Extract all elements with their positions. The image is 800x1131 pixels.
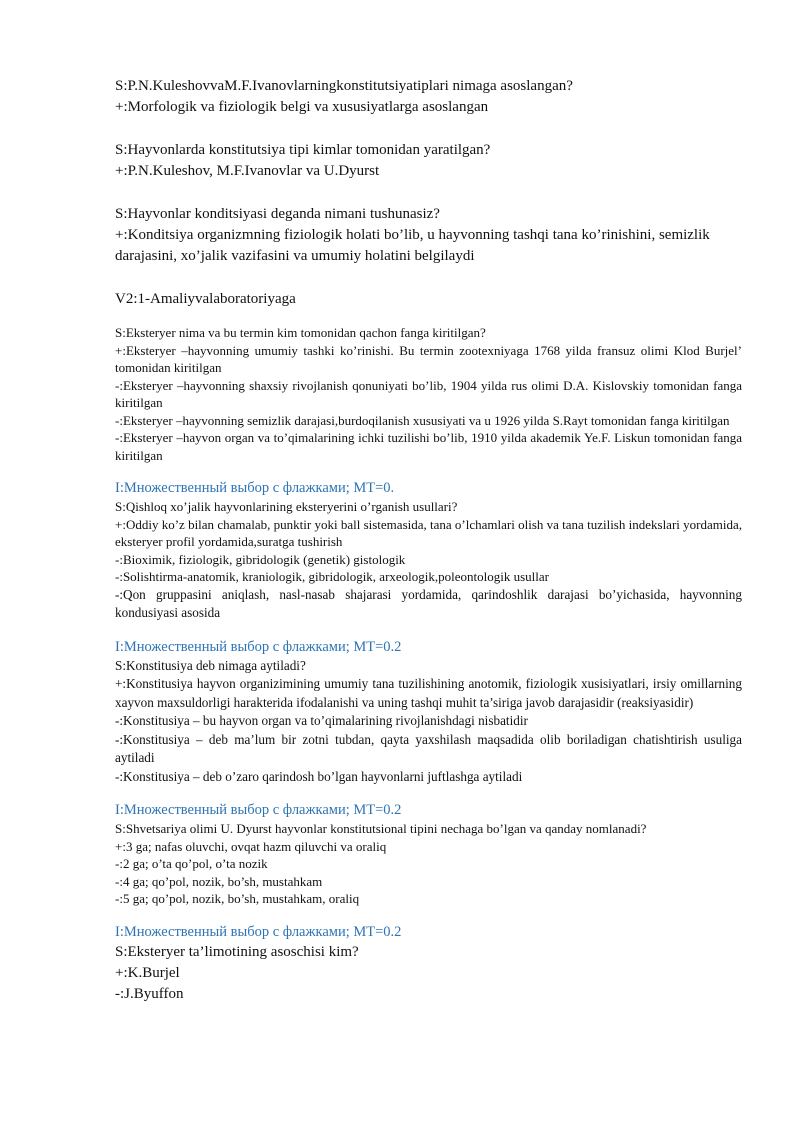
question-text: S:Eksteryer nima va bu termin kim tomonidan qachon fanga kiritilgan? [115,325,486,340]
answer-option: -:Konstitusiya – deb ma’lum bir zotni tubdan, qayta yaxshilash maqsadida olib boriladigan chatishtirish usuliga aytiladi [115,731,742,765]
question-type-header: I:Множественный выбор с флажками; MT=0.2 [115,638,402,655]
answer-option: -:Eksteryer –hayvonning semizlik darajasi,burdoqilanish xususiyati va u 1926 yilda S.Rayt tomonidan fanga kiritilgan [115,412,730,428]
answer-correct: +:Konditsiya organizmning fiziologik holati bo’lib, u hayvonning tashqi tana ko’rinishini, semizlik darajasini, xo’jalik vazifasini va umumiy holatini belgilaydi [115,227,710,264]
question-text: S:Qishloq xo’jalik hayvonlarining eksteryerini o’rganish usullari? [115,499,458,514]
question-text: S:P.N.KuleshovvaM.F.Ivanovlarningkonstitutsiyatiplari nimaga asoslangan? [115,78,573,94]
question-text: S:Eksteryer ta’limotining asoschisi kim? [115,943,359,960]
answer-option: -:4 ga; qo’pol, nozik, bo’sh, mustahkam [115,873,323,889]
question-type-header: I:Множественный выбор с флажками; MT=0.2 [115,923,402,940]
question-type-header: I:Множественный выбор с флажками; MT=0.2 [115,802,402,818]
question-type-header: I:Множественный выбор с флажками; MT=0. [115,480,395,496]
answer-option: -:Qon gruppasini aniqlash, nasl-nasab shajarasi yordamida, qarindoshlik darajasi bo’yichasida, hayvonning kondusiyasi asosida [115,586,742,620]
question-text: S:Hayvonlarda konstitutsiya tipi kimlar tomonidan yaratilgan? [115,142,491,158]
answer-option: -:5 ga; qo’pol, nozik, bo’sh, mustahkam, oraliq [115,891,360,906]
question-text: S:Shvetsariya olimi U. Dyurst hayvonlar konstitutsional tipini nechaga bo’lgan va qanday nomlanadi? [115,821,647,836]
answer-option: +:3 ga; nafas oluvchi, ovqat hazm qiluvchi va oraliq [115,838,387,854]
answer-option: -:J.Byuffon [115,985,184,1002]
answer-option: -:Konstitusiya – bu hayvon organ va to’qimalarining rivojlanishdagi nisbatidir [115,713,528,728]
section-title: V2:1-Amaliyvalaboratoriyaga [115,291,296,307]
answer-option: -:Bioximik, fiziologik, gibridologik (genetik) gistologik [115,551,406,567]
answer-correct: +:P.N.Kuleshov, M.F.Ivanovlar va U.Dyurst [115,163,380,179]
answer-option: -:2 ga; o’ta qo’pol, o’ta nozik [115,856,268,871]
answer-option: +:Konstitusiya hayvon organizimining umumiy tana tuzilishining anotomik, fiziologik xusisiyatlari, irsiy omillarning xayvon maxsuldorligi harakterida ifodalanishi va uning tashqi muhit ta’siriga javob darajasidir (reaksiyasidir) [115,676,742,710]
answer-option: -:Konstitusiya – deb o’zaro qarindosh bo’lgan hayvonlarni juftlashga aytiladi [115,768,523,784]
answer-correct: +:Morfologik va fiziologik belgi va xususiyatlarga asoslangan [115,99,489,115]
answer-option: +:K.Burjel [115,964,180,981]
answer-option: -:Solishtirma-anatomik, kraniologik, gibridologik, arxeologik,poleontologik usullar [115,569,549,584]
document-page [115,76,742,1005]
answer-option: +:Eksteryer –hayvonning umumiy tashki ko’rinishi. Bu termin zootexniyaga 1768 yilda fransuz olimi Klod Burjel’ tomonidan kiritilgan [115,342,742,375]
question-text: S:Hayvonlar konditsiyasi deganda nimani tushunasiz? [115,206,440,222]
answer-option: -:Eksteryer –hayvon organ va to’qimalarining ichki tuzilishi bo’lib, 1910 yilda akademik Ye.F. Liskun tomonidan fanga kiritilgan [115,430,742,463]
answer-option: +:Oddiy ko’z bilan chamalab, punktir yoki ball sistemasida, tana o’lchamlari olish va tana tuzilish indekslari yordamida, eksteryer profil yordamida,suratga tushirish [115,516,742,549]
answer-option: -:Eksteryer –hayvonning shaxsiy rivojlanish qonuniyati bo’lib, 1904 yilda rus olimi D.A. Kislovskiy tomonidan fanga kiritilgan [115,377,742,410]
question-text: S:Konstitusiya deb nimaga aytiladi? [115,657,306,673]
